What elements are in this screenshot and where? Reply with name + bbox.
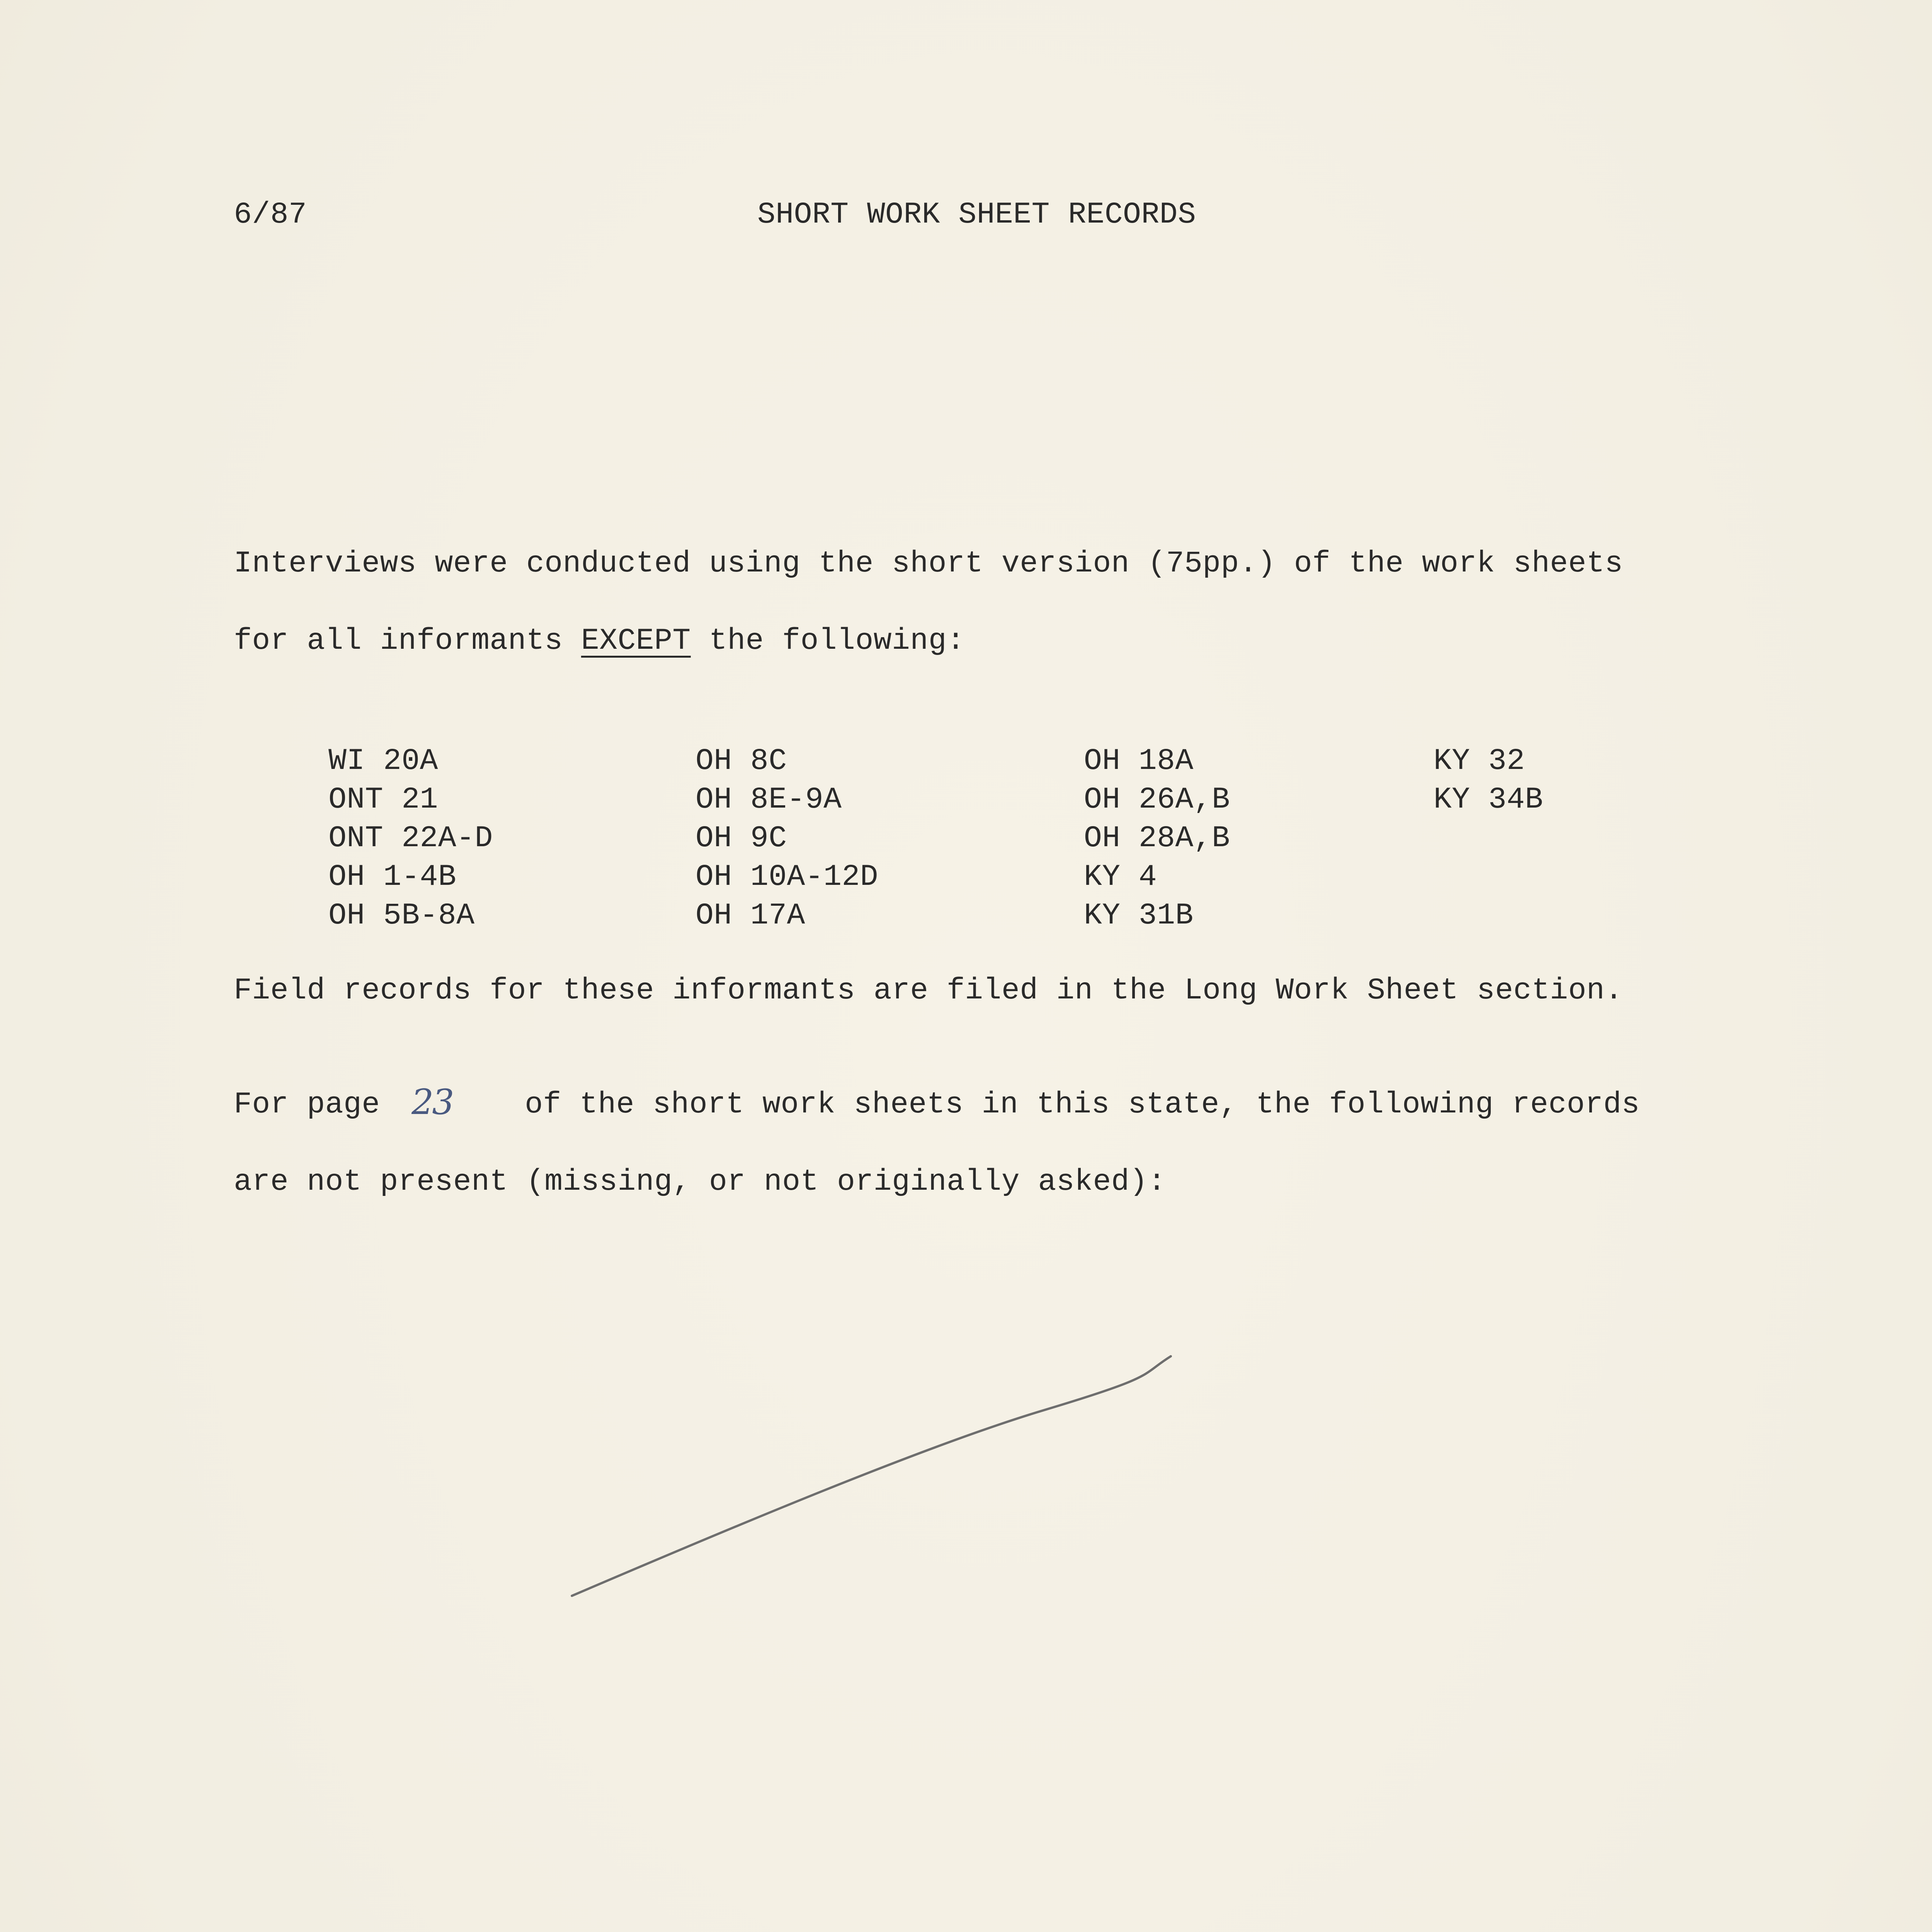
handwritten-page-number: 23 [412, 1082, 453, 1122]
page-note-start: For page [234, 1088, 398, 1122]
informant-entry: KY 34B [1434, 783, 1543, 817]
informant-entry: ONT 22A-D [328, 821, 493, 855]
informant-entry: WI 20A [328, 744, 438, 778]
informant-entry: KY 4 [1084, 860, 1157, 894]
intro-line-2-start: for all informants [234, 624, 581, 658]
header-date: 6/87 [234, 198, 307, 232]
informant-entry: OH 28A,B [1084, 821, 1230, 855]
intro-line-2-end: the following: [690, 624, 965, 658]
informant-entry: OH 18A [1084, 744, 1194, 778]
informant-entry: OH 1-4B [328, 860, 457, 894]
informant-entry: OH 8E-9A [696, 783, 842, 817]
informant-entry: OH 10A-12D [696, 860, 879, 894]
informant-entry: OH 17A [696, 899, 805, 933]
informant-entry: KY 32 [1434, 744, 1525, 778]
except-emphasis: EXCEPT [581, 624, 691, 658]
informant-entry: KY 31B [1084, 899, 1194, 933]
informant-entry: OH 26A,B [1084, 783, 1230, 817]
header-title: SHORT WORK SHEET RECORDS [757, 198, 1196, 232]
field-records-note: Field records for these informants are filed in the Long Work Sheet section. [234, 974, 1623, 1008]
informant-entry: OH 8C [696, 744, 787, 778]
informant-entry: ONT 21 [328, 783, 438, 817]
page-note-end: of the short work sheets in this state, the following records [506, 1088, 1640, 1122]
informant-entry: OH 9C [696, 821, 787, 855]
page-note-line-2: are not present (missing, or not originally asked): [234, 1165, 1166, 1199]
intro-line-1: Interviews were conducted using the short version (75pp.) of the work sheets [234, 547, 1623, 581]
informant-entry: OH 5B-8A [328, 899, 475, 933]
